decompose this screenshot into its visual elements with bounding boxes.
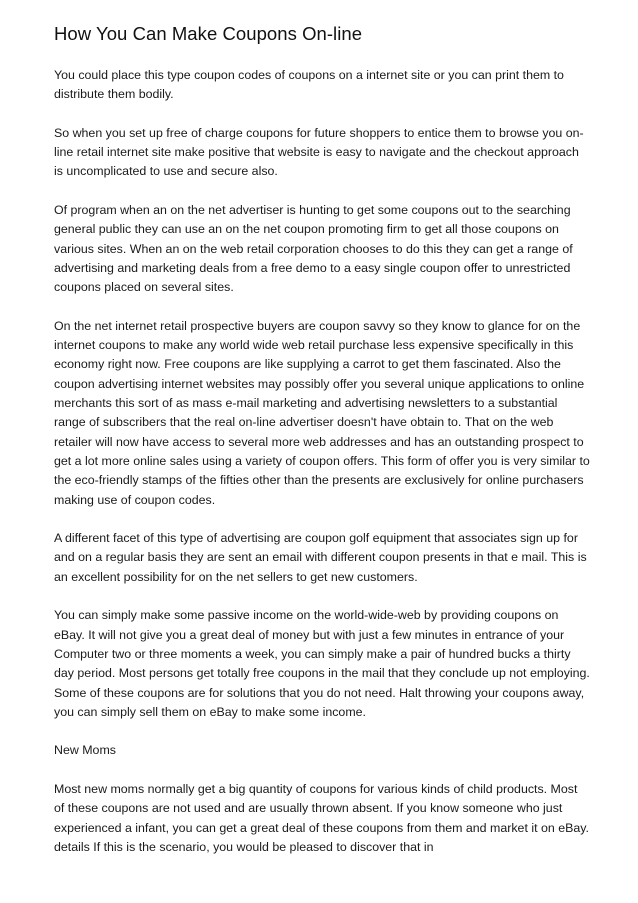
paragraph-3: Of program when an on the net advertiser is hunting to get some coupons out to the searching general public they can use an on the net coupon promoting firm to get all those coupons on various sites. When an on the web retail corporation chooses to do this they can get a range of advertising and marketing deals from a free demo to a easy single coupon offer to unrestricted coupons placed on several sites. xyxy=(54,203,573,295)
paragraph-6: You can simply make some passive income on the world-wide-web by providing coupons on eBay. It will not give you a great deal of money but with just a few minutes in entrance of your Computer two or three moments a week, you can simply make a pair of hundred bucks a thirty day period. Most persons get totally free coupons in the mail that they conclude up not employing. Some of these coupons are for solutions that you do not need. Halt throwing your coupons away, you can simply sell them on eBay to make some income. xyxy=(54,608,590,719)
paragraph-4: On the net internet retail prospective buyers are coupon savvy so they know to glance for on the internet coupons to make any world wide web retail purchase less expensive specifically in this economy right now. Free coupons are like supplying a carrot to get them fascinated. Also the coupon advertising internet websites may possibly offer you several unique applications to online merchants this sort of as mass e-mail marketing and advertising newsletters to a substantial range of subscribers that the real on-line advertiser doesn't have obtain to. That on the web retailer will now have access to several more web addresses and has an outstanding prospect to get a lot more online sales using a variety of coupon offers. This form of offer you is very similar to the eco-friendly stamps of the fifties other than the presents are exclusively for online purchasers making use of coupon codes. xyxy=(54,318,590,507)
paragraph-5: A different facet of this type of advertising are coupon golf equipment that associates sign up for and on a regular basis they are sent an email with different coupon presents in that e mail. This is an excellent possibility for on the net sellers to get new customers. xyxy=(54,531,587,584)
paragraph-2: So when you set up free of charge coupons for future shoppers to entice them to browse you on-line retail internet site make positive that website is easy to navigate and the checkout approach is uncomplicated to use and secure also. xyxy=(54,125,584,179)
paragraph-1: You could place this type coupon codes of coupons on a internet site or you can print them to distribute them bodily. xyxy=(54,68,564,102)
section-heading-new-moms: New Moms xyxy=(54,743,116,758)
document-page xyxy=(54,22,590,876)
paragraph-7: Most new moms normally get a big quantity of coupons for various kinds of child products. Most of these coupons are not used and are usually thrown absent. If you know someone who just experienced a infant, you can get a great deal of these coupons from them and market it on eBay. details If this is the scenario, you would be pleased to discover that in xyxy=(54,781,589,854)
page-title: How You Can Make Coupons On-line xyxy=(54,23,363,44)
